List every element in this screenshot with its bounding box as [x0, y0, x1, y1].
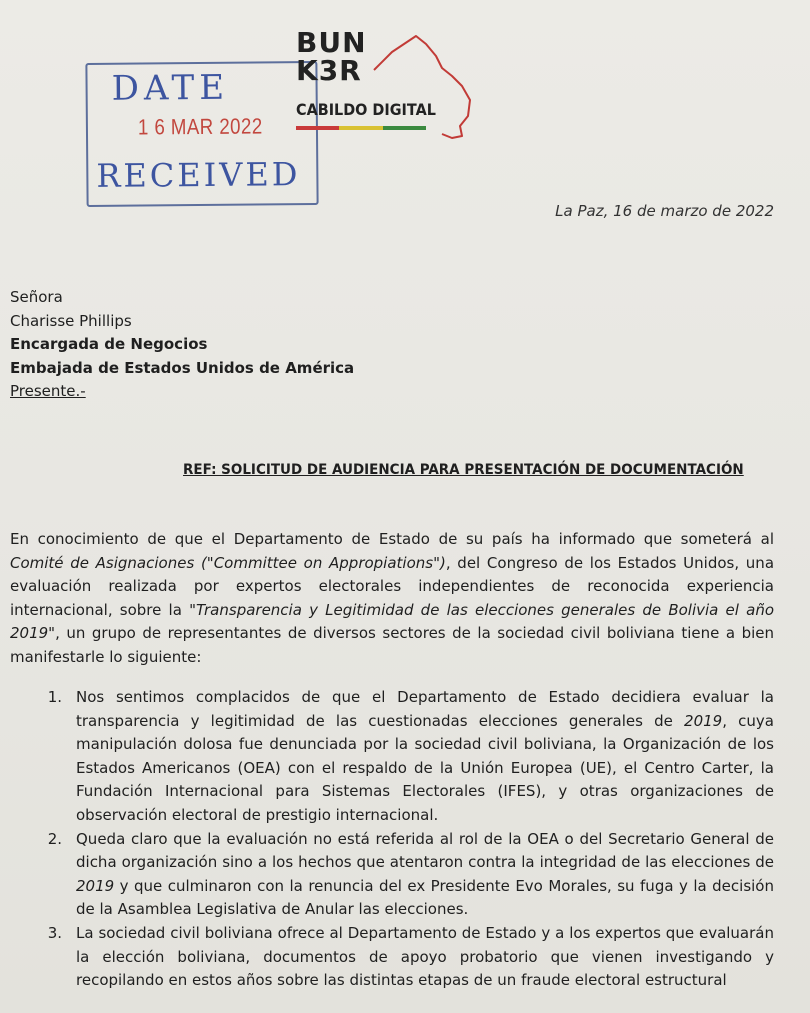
intro-italic-2: "Transparencia y Legitimidad de las elecciones generales de Bolivia el año 2019": [10, 600, 775, 643]
list-item-text-b: , cuya manipulación dolosa fue denunciada por la sociedad civil boliviana, la Organización de los Estados Americanos (OEA) con el respaldo de la Unión Europea (UE), el Centro Carter, la Fundación Internacional para Sistemas Electorales (IFES), y otras organizaciones de observación electoral de prestigio internacional.: [76, 711, 774, 824]
intro-text-3: , un grupo de representantes de diversos sectores de la sociedad civil boliviana tiene a bien manifestarle lo siguiente:: [10, 624, 774, 666]
list-item-text-italic: 2019: [684, 711, 723, 730]
list-item-text-a: Queda claro que la evaluación no está referida al rol de la OEA o del Secretario General de dicha organización sino a los hechos que atentaron contra la integridad de las elecciones de: [76, 829, 774, 872]
place-date: La Paz, 16 de marzo de 2022: [555, 202, 774, 220]
stamp-received-label: RECEIVED: [96, 155, 301, 195]
logo-line-1: BUN: [296, 26, 367, 59]
intro-italic-1: Comité de Asignaciones ("Committee on Appropiations"): [10, 553, 446, 572]
list-item: [10, 922, 774, 993]
recipient-institution: Embajada de Estados Unidos de América: [10, 358, 355, 377]
recipient-salutation: Señora: [10, 288, 63, 306]
recipient-role: Encargada de Negocios: [10, 335, 208, 353]
flag-red: [296, 126, 339, 130]
list-item-number: 3.: [47, 923, 62, 942]
list-item-text-italic: 2019: [76, 876, 115, 895]
list-item-text: [76, 828, 774, 922]
intro-text-1: En conocimiento de que el Departamento de Estado de su país ha informado que someterá al: [10, 530, 774, 548]
list-item-number: 2.: [47, 829, 62, 848]
bunker-logo: [292, 26, 492, 156]
list-item-text-b: y que culminaron con la renuncia del ex Presidente Evo Morales, su fuga y la decisión de la Asamblea Legislativa de Anular las elecciones.: [76, 876, 774, 919]
flag-green: [383, 126, 426, 130]
intro-text-2: , del Congreso de los Estados Unidos, una evaluación realizada por expertos electorales independientes de reconocida experiencia internacional, sobre la: [10, 553, 775, 619]
reference-line: REF: SOLICITUD DE AUDIENCIA PARA PRESENTACIÓN DE DOCUMENTACIÓN: [183, 462, 744, 478]
stamp-date-value: 1 6 MAR 2022: [137, 113, 263, 140]
received-stamp: [85, 61, 318, 207]
recipient-closing: Presente.-: [10, 382, 86, 400]
list-item-number: 1.: [47, 688, 62, 706]
recipient-block: [10, 286, 354, 404]
stamp-date-label: DATE: [111, 67, 230, 109]
list-item-text-a: Nos sentimos complacidos de que el Departamento de Estado decidiera evaluar la transparencia y legitimidad de las cuestionadas elecciones generales de: [76, 688, 774, 730]
list-item-text: [76, 686, 774, 828]
list-item: [10, 828, 774, 922]
intro-paragraph: [10, 528, 774, 670]
numbered-list: [10, 686, 774, 993]
list-item: [10, 686, 774, 828]
recipient-name: Charisse Phillips: [10, 311, 132, 330]
logo-line-2: K3R: [296, 54, 362, 87]
logo-flag-bar: [296, 126, 426, 130]
list-item-text: [76, 922, 774, 993]
logo-subtitle: CABILDO DIGITAL: [296, 100, 436, 119]
flag-yellow: [339, 126, 382, 130]
list-item-text-a: La sociedad civil boliviana ofrece al Departamento de Estado y a los expertos que evaluarán la elección boliviana, documentos de apoyo probatorio que vienen investigando y recopilando en estos años sobre las distintas etapas de un fraude electoral estructural: [76, 923, 774, 990]
